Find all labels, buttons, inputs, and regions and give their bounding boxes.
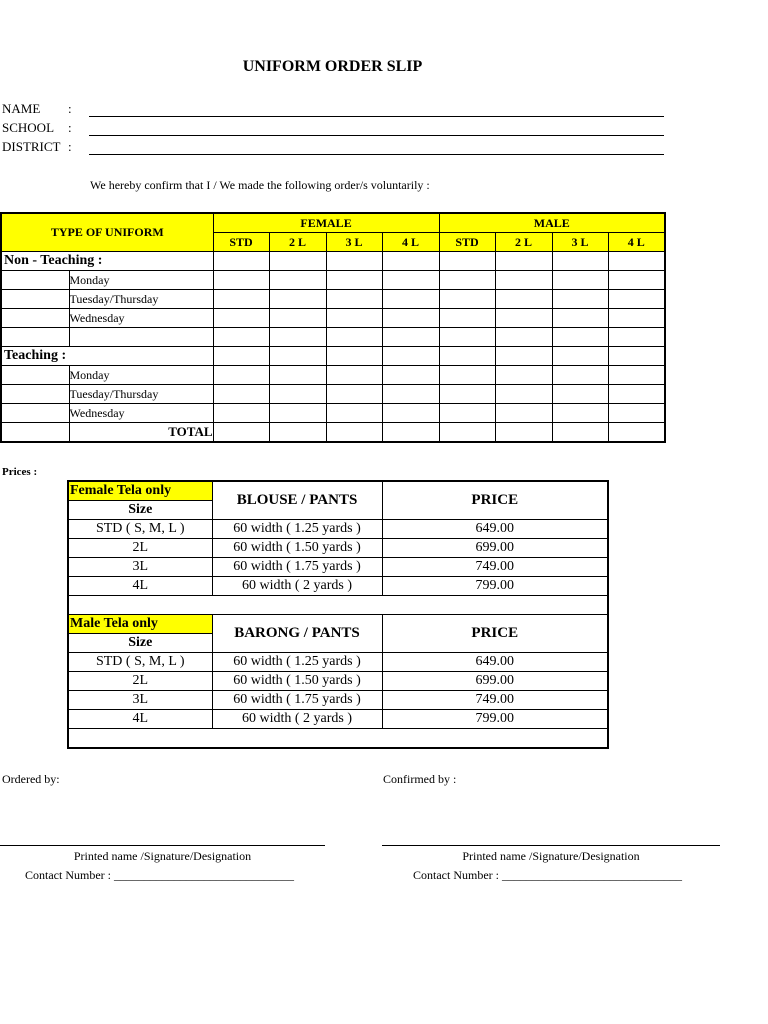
size-cell: 4L: [68, 577, 212, 596]
female-size-3l: 3 L: [326, 233, 382, 252]
price-cell: 649.00: [382, 520, 608, 539]
prices-label: Prices :: [2, 466, 38, 478]
qty-cell[interactable]: [213, 252, 269, 271]
qty-cell[interactable]: [326, 271, 382, 290]
price-table: [67, 480, 609, 749]
total-cell[interactable]: [552, 423, 608, 443]
qty-cell[interactable]: [382, 385, 439, 404]
female-size-4l: 4 L: [382, 233, 439, 252]
name-sep: :: [68, 101, 72, 116]
blank-cell: [1, 385, 69, 404]
table-row: [68, 691, 608, 710]
male-header: MALE: [439, 213, 665, 233]
spacer-row: [68, 596, 608, 615]
qty-cell[interactable]: [495, 328, 552, 347]
qty-cell[interactable]: [439, 290, 495, 309]
qty-cell[interactable]: [269, 385, 326, 404]
confirmed-by-printed-name: Printed name /Signature/Designation: [462, 849, 640, 863]
confirmed-by-label: Confirmed by :: [383, 772, 457, 786]
female-tela-row: [68, 481, 608, 501]
price-cell: 749.00: [382, 558, 608, 577]
size-header: Size: [68, 634, 212, 653]
qty-cell[interactable]: [608, 271, 665, 290]
school-label: SCHOOL: [2, 120, 55, 135]
blank-cell: [1, 290, 69, 309]
qty-cell[interactable]: [326, 290, 382, 309]
spacer-cell: [68, 596, 608, 615]
spacer-cell: [68, 729, 608, 749]
female-header: FEMALE: [213, 213, 439, 233]
qty-cell[interactable]: [439, 385, 495, 404]
spacer-row: [68, 729, 608, 749]
school-sep: :: [68, 120, 72, 135]
qty-cell[interactable]: [495, 309, 552, 328]
width-cell: 60 width ( 2 yards ): [212, 710, 382, 729]
total-cell[interactable]: [495, 423, 552, 443]
male-size-2l: 2 L: [495, 233, 552, 252]
day-label: Tuesday/Thursday: [69, 290, 213, 309]
size-cell: 4L: [68, 710, 212, 729]
price-cell: 699.00: [382, 539, 608, 558]
qty-cell[interactable]: [269, 366, 326, 385]
qty-cell[interactable]: [439, 347, 495, 366]
blank-cell: [1, 328, 69, 347]
size-header: Size: [68, 501, 212, 520]
blank-cell: [1, 271, 69, 290]
name-label: NAME: [2, 101, 41, 116]
qty-cell[interactable]: [608, 328, 665, 347]
table-row: [1, 271, 665, 290]
table-row: [1, 309, 665, 328]
total-cell[interactable]: [269, 423, 326, 443]
qty-cell[interactable]: [326, 328, 382, 347]
table-row: [68, 520, 608, 539]
width-cell: 60 width ( 1.50 yards ): [212, 539, 382, 558]
table-row: [68, 539, 608, 558]
qty-cell[interactable]: [608, 366, 665, 385]
total-label: TOTAL: [69, 423, 213, 443]
table-row: [1, 328, 665, 347]
table-row: [68, 710, 608, 729]
district-sep: :: [68, 139, 72, 154]
size-cell: 3L: [68, 558, 212, 577]
qty-cell[interactable]: [552, 404, 608, 423]
qty-cell[interactable]: [269, 290, 326, 309]
male-size-4l: 4 L: [608, 233, 665, 252]
page-title: UNIFORM ORDER SLIP: [242, 58, 423, 75]
school-field-line[interactable]: [89, 135, 664, 136]
female-tela-label: Female Tela only: [68, 481, 212, 501]
confirmation-text: We hereby confirm that I / We made the following order/s voluntarily :: [90, 178, 430, 192]
price-header: PRICE: [382, 615, 608, 653]
qty-cell[interactable]: [213, 271, 269, 290]
blank-cell: [1, 366, 69, 385]
confirmed-by-signature-line[interactable]: [382, 845, 720, 846]
width-cell: 60 width ( 1.50 yards ): [212, 672, 382, 691]
blank-cell: [1, 309, 69, 328]
qty-cell[interactable]: [382, 290, 439, 309]
qty-cell[interactable]: [326, 385, 382, 404]
qty-cell[interactable]: [213, 404, 269, 423]
qty-cell[interactable]: [213, 347, 269, 366]
ordered-by-printed-name: Printed name /Signature/Designation: [73, 849, 252, 863]
qty-cell[interactable]: [495, 385, 552, 404]
qty-cell[interactable]: [552, 328, 608, 347]
district-label: DISTRICT: [2, 139, 61, 154]
table-row: [1, 252, 665, 271]
price-cell: 799.00: [382, 577, 608, 596]
qty-cell[interactable]: [269, 271, 326, 290]
price-cell: 649.00: [382, 653, 608, 672]
female-size-std: STD: [213, 233, 269, 252]
width-cell: 60 width ( 2 yards ): [212, 577, 382, 596]
qty-cell[interactable]: [439, 271, 495, 290]
barong-pants-header: BARONG / PANTS: [212, 615, 382, 653]
price-cell: 799.00: [382, 710, 608, 729]
qty-cell[interactable]: [326, 366, 382, 385]
ordered-by-contact[interactable]: Contact Number : ______________________________: [25, 868, 294, 882]
ordered-by-label: Ordered by:: [2, 772, 60, 786]
qty-cell[interactable]: [326, 347, 382, 366]
width-cell: 60 width ( 1.75 yards ): [212, 691, 382, 710]
ordered-by-signature-line[interactable]: [0, 845, 325, 846]
width-cell: 60 width ( 1.75 yards ): [212, 558, 382, 577]
qty-cell[interactable]: [269, 309, 326, 328]
female-size-2l: 2 L: [269, 233, 326, 252]
qty-cell[interactable]: [495, 404, 552, 423]
qty-cell[interactable]: [495, 271, 552, 290]
qty-cell[interactable]: [552, 385, 608, 404]
order-header-row: [1, 213, 665, 233]
blank-cell: [69, 328, 213, 347]
qty-cell[interactable]: [495, 290, 552, 309]
qty-cell[interactable]: [382, 347, 439, 366]
qty-cell[interactable]: [326, 404, 382, 423]
total-cell[interactable]: [213, 423, 269, 443]
male-size-std: STD: [439, 233, 495, 252]
qty-cell[interactable]: [439, 328, 495, 347]
blouse-pants-header: BLOUSE / PANTS: [212, 481, 382, 520]
day-label: Monday: [69, 271, 213, 290]
table-row: [68, 653, 608, 672]
total-cell[interactable]: [326, 423, 382, 443]
size-cell: STD ( S, M, L ): [68, 520, 212, 539]
table-row: [68, 558, 608, 577]
qty-cell[interactable]: [382, 271, 439, 290]
qty-cell[interactable]: [326, 252, 382, 271]
qty-cell[interactable]: [552, 252, 608, 271]
size-cell: 2L: [68, 672, 212, 691]
qty-cell[interactable]: [552, 290, 608, 309]
name-field-line[interactable]: [89, 116, 664, 117]
blank-cell: [1, 404, 69, 423]
day-label: Tuesday/Thursday: [69, 385, 213, 404]
qty-cell[interactable]: [552, 309, 608, 328]
qty-cell[interactable]: [326, 309, 382, 328]
qty-cell[interactable]: [213, 290, 269, 309]
table-row: [1, 347, 665, 366]
qty-cell[interactable]: [382, 328, 439, 347]
qty-cell[interactable]: [608, 309, 665, 328]
qty-cell[interactable]: [439, 309, 495, 328]
qty-cell[interactable]: [552, 347, 608, 366]
qty-cell[interactable]: [213, 309, 269, 328]
blank-cell: [1, 423, 69, 443]
total-cell[interactable]: [608, 423, 665, 443]
table-row: [1, 404, 665, 423]
qty-cell[interactable]: [439, 252, 495, 271]
section-teaching: Teaching :: [1, 347, 213, 366]
qty-cell[interactable]: [269, 252, 326, 271]
qty-cell[interactable]: [608, 290, 665, 309]
section-non-teaching: Non - Teaching :: [1, 252, 213, 271]
qty-cell[interactable]: [495, 366, 552, 385]
qty-cell[interactable]: [269, 404, 326, 423]
qty-cell[interactable]: [269, 347, 326, 366]
total-cell[interactable]: [382, 423, 439, 443]
table-row: [1, 385, 665, 404]
qty-cell[interactable]: [608, 404, 665, 423]
male-tela-row: [68, 615, 608, 634]
day-label: Wednesday: [69, 309, 213, 328]
price-header: PRICE: [382, 481, 608, 520]
qty-cell[interactable]: [382, 366, 439, 385]
total-row: [1, 423, 665, 443]
qty-cell[interactable]: [213, 328, 269, 347]
size-cell: 3L: [68, 691, 212, 710]
day-label: Wednesday: [69, 404, 213, 423]
qty-cell[interactable]: [269, 328, 326, 347]
price-cell: 749.00: [382, 691, 608, 710]
type-of-uniform-header: TYPE OF UNIFORM: [1, 213, 213, 252]
price-cell: 699.00: [382, 672, 608, 691]
qty-cell[interactable]: [608, 385, 665, 404]
width-cell: 60 width ( 1.25 yards ): [212, 653, 382, 672]
qty-cell[interactable]: [213, 385, 269, 404]
qty-cell[interactable]: [608, 252, 665, 271]
qty-cell[interactable]: [439, 404, 495, 423]
table-row: [1, 366, 665, 385]
qty-cell[interactable]: [495, 347, 552, 366]
size-cell: STD ( S, M, L ): [68, 653, 212, 672]
table-row: [68, 672, 608, 691]
size-cell: 2L: [68, 539, 212, 558]
district-field-line[interactable]: [89, 154, 664, 155]
qty-cell[interactable]: [382, 309, 439, 328]
day-label: Monday: [69, 366, 213, 385]
qty-cell[interactable]: [495, 252, 552, 271]
total-cell[interactable]: [439, 423, 495, 443]
order-table: [0, 212, 666, 443]
qty-cell[interactable]: [382, 252, 439, 271]
qty-cell[interactable]: [382, 404, 439, 423]
qty-cell[interactable]: [608, 347, 665, 366]
qty-cell[interactable]: [552, 271, 608, 290]
qty-cell[interactable]: [552, 366, 608, 385]
male-size-3l: 3 L: [552, 233, 608, 252]
male-tela-label: Male Tela only: [68, 615, 212, 634]
width-cell: 60 width ( 1.25 yards ): [212, 520, 382, 539]
qty-cell[interactable]: [439, 366, 495, 385]
qty-cell[interactable]: [213, 366, 269, 385]
confirmed-by-contact[interactable]: Contact Number : ______________________________: [413, 868, 682, 882]
table-row: [1, 290, 665, 309]
table-row: [68, 577, 608, 596]
